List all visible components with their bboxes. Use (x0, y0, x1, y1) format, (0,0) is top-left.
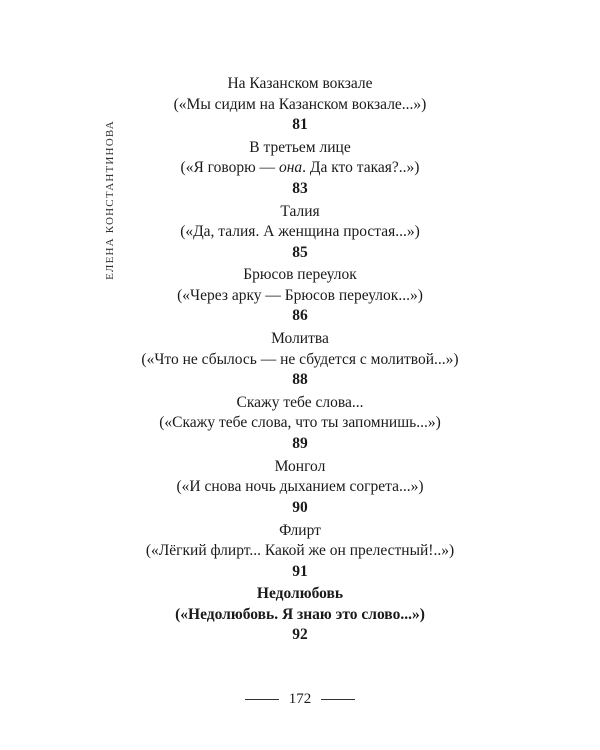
footer-rule-left (245, 699, 279, 700)
poem-title: Брюсов переулок (243, 266, 357, 284)
toc-entry-current (120, 584, 480, 648)
page-reference: 91 (292, 562, 308, 580)
toc-entry (120, 521, 480, 585)
page-reference: 86 (292, 307, 308, 325)
poem-title: На Казанском вокзале (227, 75, 373, 92)
poem-title: Недолюбовь (256, 585, 344, 603)
poem-first-line (120, 158, 480, 179)
table-of-contents (120, 74, 480, 648)
toc-entry (120, 457, 480, 521)
poem-title: Монгол (274, 457, 326, 475)
poem-first-line: («Мы сидим на Казанском вокзале...») (173, 95, 427, 113)
poem-first-line: («Да, талия. А женщина простая...») (180, 223, 420, 241)
poem-first-line: («Скажу тебе слова, что ты запомнишь...») (159, 414, 441, 432)
page-number: 172 (288, 691, 312, 707)
page-reference: 88 (292, 371, 308, 389)
toc-entry (120, 393, 480, 457)
first-line-part: . Да кто такая?..») (302, 159, 420, 177)
poem-title: Флирт (279, 521, 321, 539)
page-footer (0, 688, 600, 710)
toc-entry (120, 138, 480, 202)
page-reference: 85 (292, 243, 308, 261)
page-reference: 92 (292, 626, 308, 644)
page-reference: 83 (292, 179, 308, 197)
page-reference: 90 (292, 498, 308, 516)
poem-first-line: («Недолюбовь. Я знаю это слово...») (175, 605, 425, 623)
first-line-emphasis: она (278, 159, 303, 177)
toc-entry (120, 265, 480, 329)
footer-rule-right (321, 699, 355, 700)
poem-title: Молитва (271, 330, 329, 348)
poem-first-line: («Через арку — Брюсов переулок...») (177, 286, 423, 304)
poem-first-line: («Что не сбылось — не сбудется с молитвой...») (141, 350, 459, 368)
poem-first-line: («Лёгкий флирт... Какой же он прелестный!..») (145, 542, 455, 560)
toc-entry (120, 202, 480, 266)
poem-title: В третьем лице (249, 138, 351, 156)
author-name: ЕЛЕНА КОНСТАНТИНОВА (104, 120, 116, 280)
toc-entry (120, 329, 480, 393)
poem-title: Талия (280, 202, 320, 220)
first-line-part: («Я говорю — (180, 159, 279, 177)
poem-first-line: («И снова ночь дыханием согрета...») (176, 478, 424, 496)
poem-title: Скажу тебе слова... (236, 393, 364, 411)
page-reference: 89 (292, 434, 308, 452)
page-reference: 81 (292, 116, 308, 133)
toc-entry (120, 74, 480, 138)
